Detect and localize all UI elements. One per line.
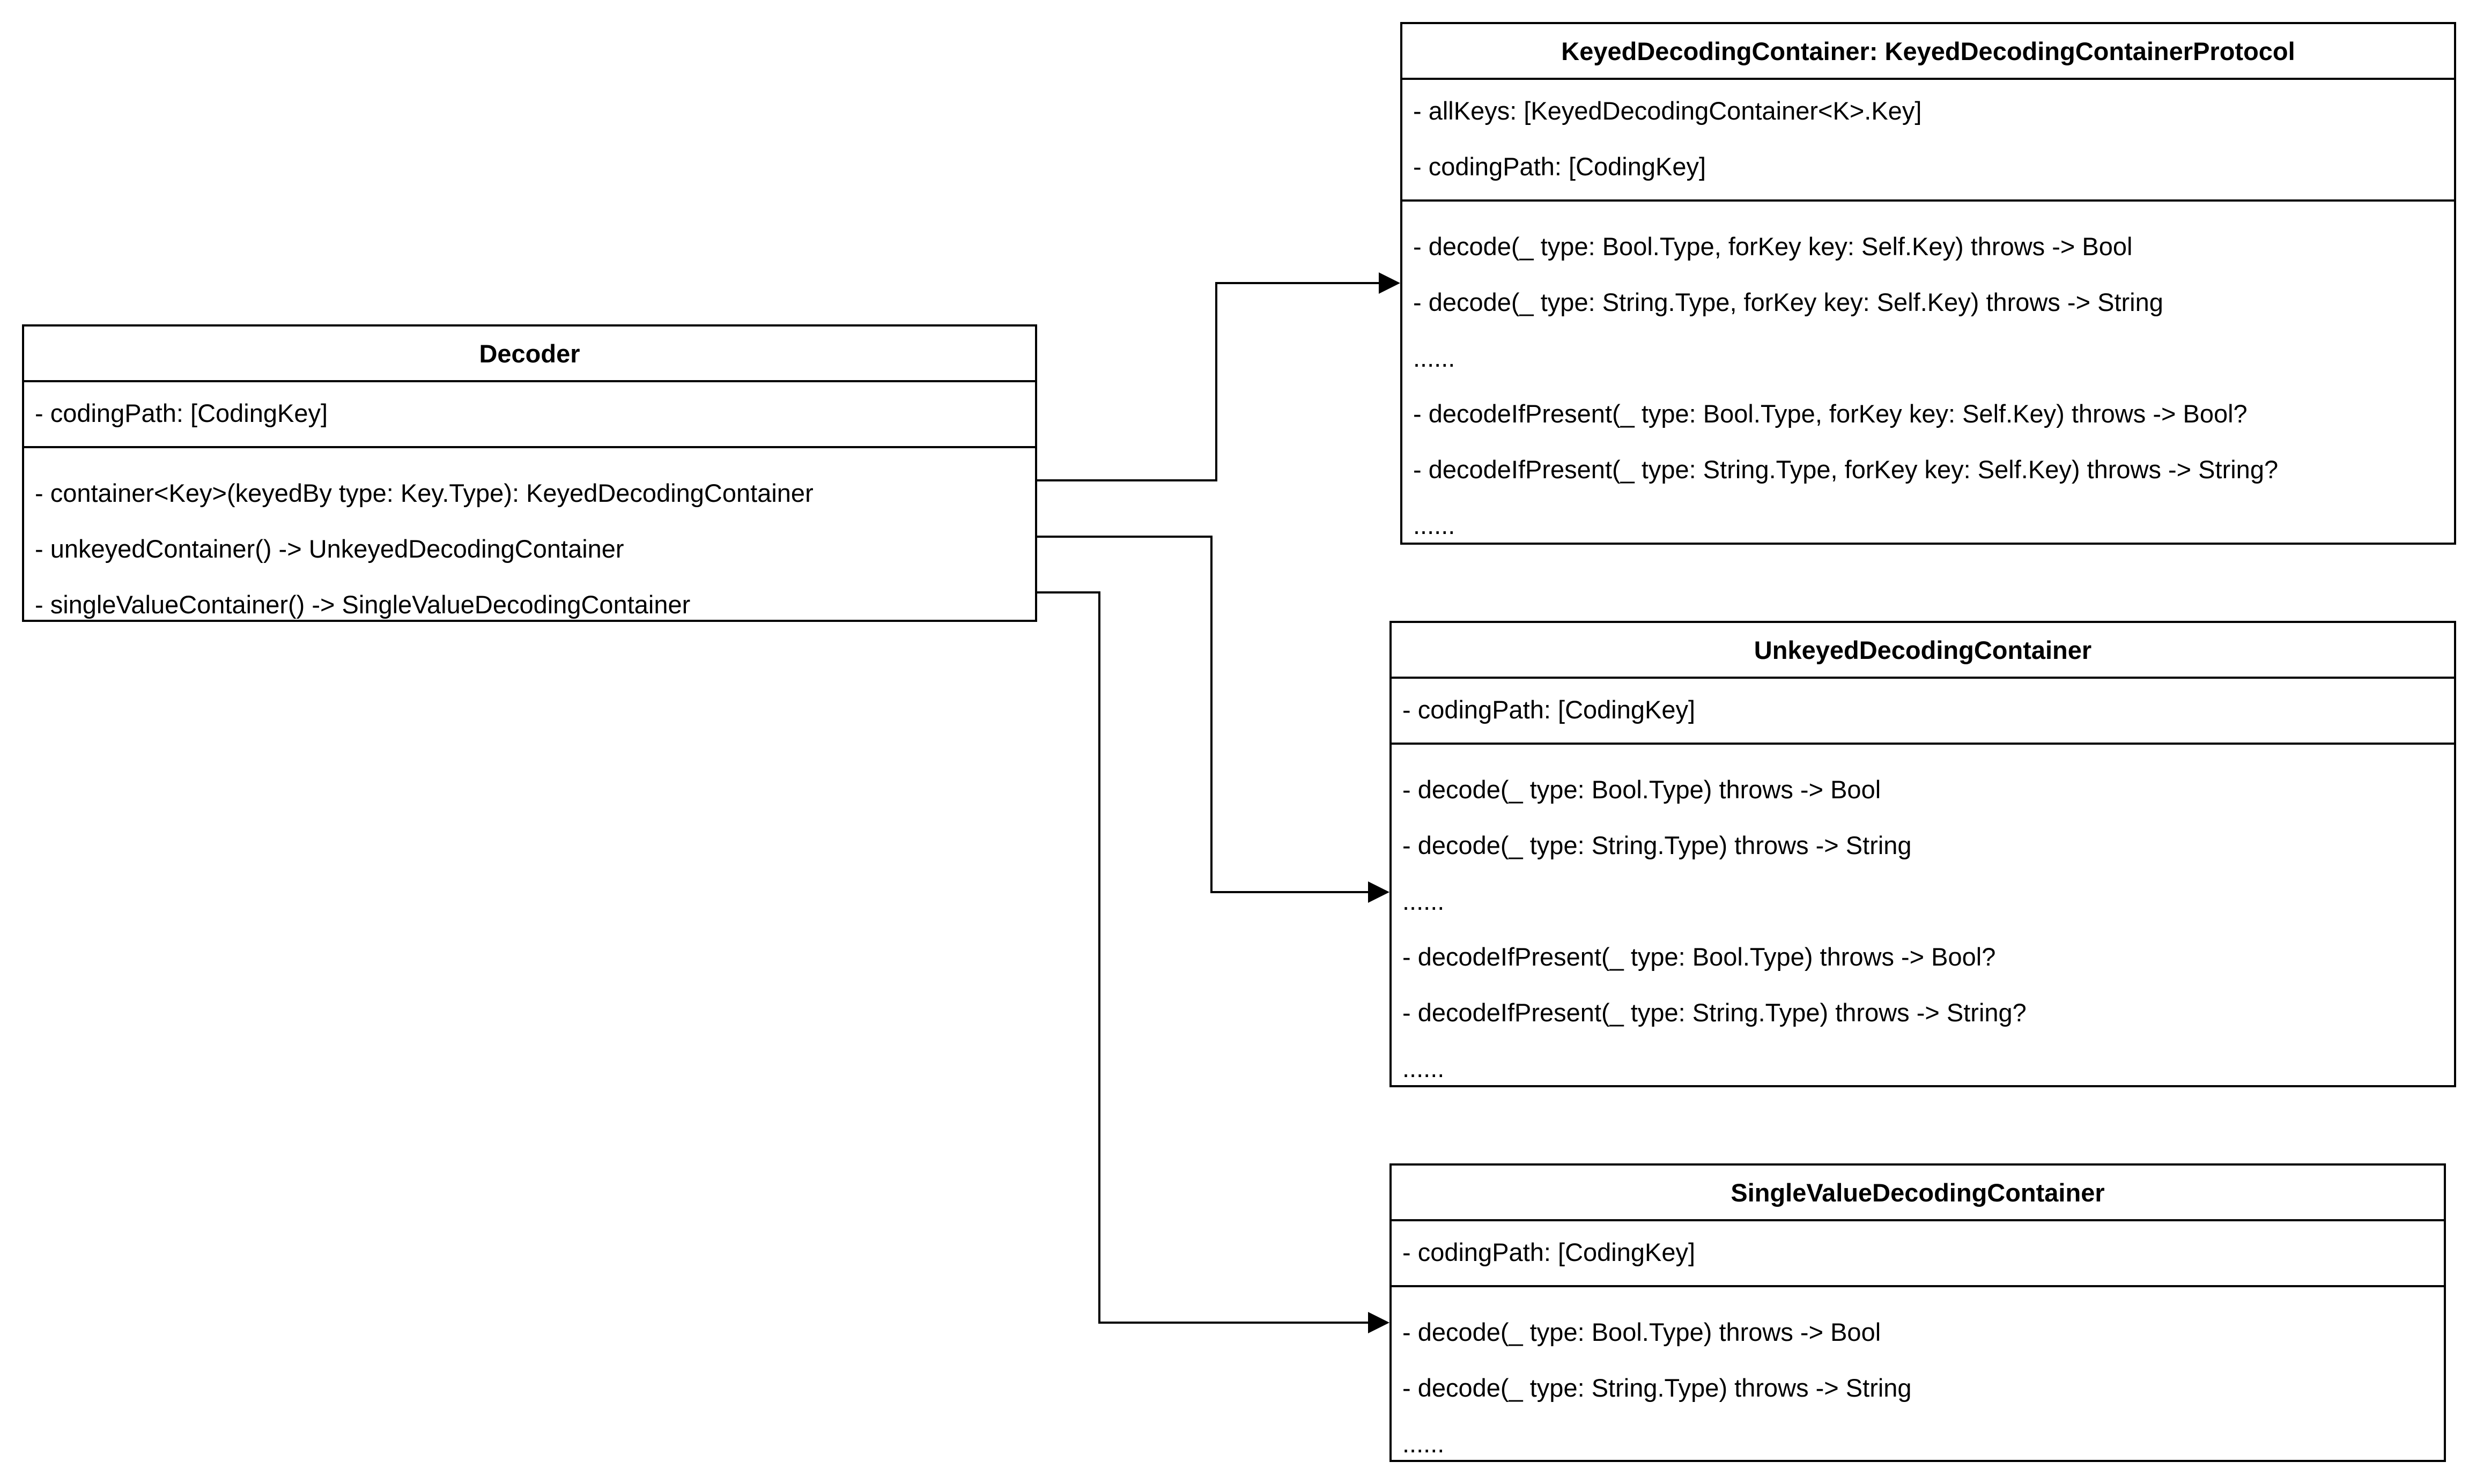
unkeyed-container-class-title: UnkeyedDecodingContainer [1392,623,2454,679]
keyed-container-operation: - decodeIfPresent(_ type: String.Type, forKey key: Self.Key) throws -> String? [1413,455,2279,484]
keyed-container-operation: ...... [1413,511,1455,539]
keyed-container-operation: - decode(_ type: String.Type, forKey key: Self.Key) throws -> String [1413,288,2163,316]
unkeyed-container-operation: ...... [1402,887,1445,915]
decoder-attribute: - codingPath: [CodingKey] [35,399,328,427]
unkeyed-container-attribute: - codingPath: [CodingKey] [1402,695,1696,724]
decoder-operation: - container<Key>(keyedBy type: Key.Type): KeyedDecodingContainer [35,479,814,507]
single-value-container-operation: - decode(_ type: String.Type) throws -> String [1402,1374,1912,1402]
keyed-container-operation: - decode(_ type: Bool.Type, forKey key: Self.Key) throws -> Bool [1413,232,2133,261]
decoder-class-title: Decoder [24,327,1035,382]
single-value-container-class-title: SingleValueDecodingContainer [1392,1166,2444,1221]
unkeyed-container-operation: - decodeIfPresent(_ type: String.Type) throws -> String? [1402,998,2027,1027]
keyed-container-attribute: - allKeys: [KeyedDecodingContainer<K>.Key] [1413,97,1922,125]
connector-decoder-to-unkeyed [1037,537,1387,892]
unkeyed-container-operation: - decode(_ type: Bool.Type) throws -> Bool [1402,775,1881,804]
decoder-operation: - unkeyedContainer() -> UnkeyedDecodingContainer [35,535,624,563]
unkeyed-container-operation: ...... [1402,1054,1445,1082]
keyed-container-operation: - decodeIfPresent(_ type: Bool.Type, forKey key: Self.Key) throws -> Bool? [1413,399,2248,428]
unkeyed-container-operation: - decodeIfPresent(_ type: Bool.Type) throws -> Bool? [1402,943,1996,971]
keyed-container-attribute: - codingPath: [CodingKey] [1413,152,1706,181]
single-value-container-attribute: - codingPath: [CodingKey] [1402,1238,1696,1266]
decoder-operation: - singleValueContainer() -> SingleValueDecodingContainer [35,590,691,619]
keyed-container-operation: ...... [1413,344,1455,372]
connector-decoder-to-keyed [1037,283,1398,480]
keyed-container-class-title: KeyedDecodingContainer: KeyedDecodingContainerProtocol [1402,24,2454,80]
single-value-container-operation: - decode(_ type: Bool.Type) throws -> Bool [1402,1318,1881,1346]
single-value-container-operation: ...... [1402,1429,1445,1458]
unkeyed-container-operation: - decode(_ type: String.Type) throws -> String [1402,831,1912,859]
